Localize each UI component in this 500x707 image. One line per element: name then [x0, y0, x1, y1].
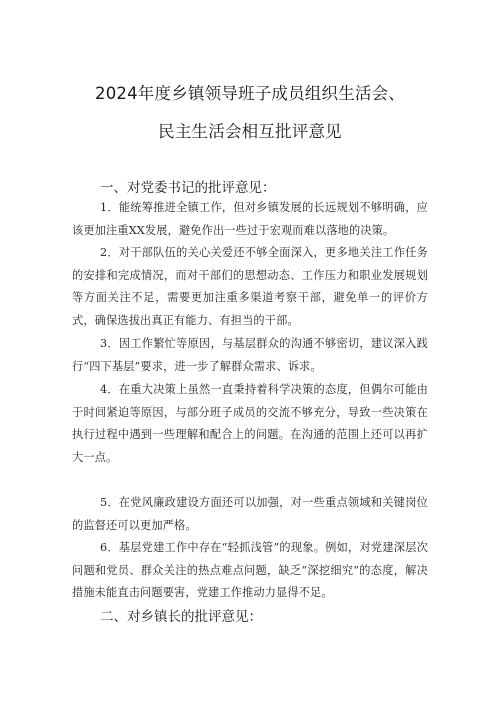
criticism-item-6: 6．基层党建工作中存在“轻抓浅管”的现象。例如，对党建深层次问题和党员、群众关注的热点难点问题，缺乏“深挖细究”的态度，解决措施未能直击问题要害，党建工作推动力显得不足。 [72, 541, 428, 600]
criticism-item-2: 2．对干部队伍的关心关爱还不够全面深入，更多地关注工作任务的安排和完成情况，而对干部们的思想动态、工作压力和职业发展规划等方面关注不足，需要更加注重多渠道考察干部，避免单一的评价方式，确保选拔出真正有能力、有担当的干部。 [72, 246, 428, 327]
section-heading-township-head: 二、对乡镇长的批评意见： [100, 609, 262, 625]
criticism-item-4: 4．在重大决策上虽然一直秉持着科学决策的态度，但偶尔可能由于时间紧迫等原因，与部分班子成员的交流不够充分，导致一些决策在执行过程中遇到一些理解和配合上的问题。在沟通的范围上还可以再扩大一点。 [72, 383, 428, 464]
criticism-item-5: 5．在党风廉政建设方面还可以加强，对一些重点领域和关键岗位的监督还可以更加严格。 [72, 496, 428, 532]
criticism-item-3: 3．因工作繁忙等原因，与基层群众的沟通不够密切，建议深入践行“四下基层”要求，进一步了解群众需求、诉求。 [72, 337, 428, 373]
document-title-line-1: 2024年度乡镇领导班子成员组织生活会、 [95, 84, 405, 103]
document-title-line-2: 民主生活会相互批评意见 [158, 122, 342, 141]
criticism-item-1: 1．能统筹推进全镇工作，但对乡镇发展的长远规划不够明确，应该更加注重XX发展，避免作出一些过于宏观而难以落地的决策。 [72, 201, 428, 237]
section-heading-party-secretary: 一、对党委书记的批评意见： [100, 180, 276, 196]
